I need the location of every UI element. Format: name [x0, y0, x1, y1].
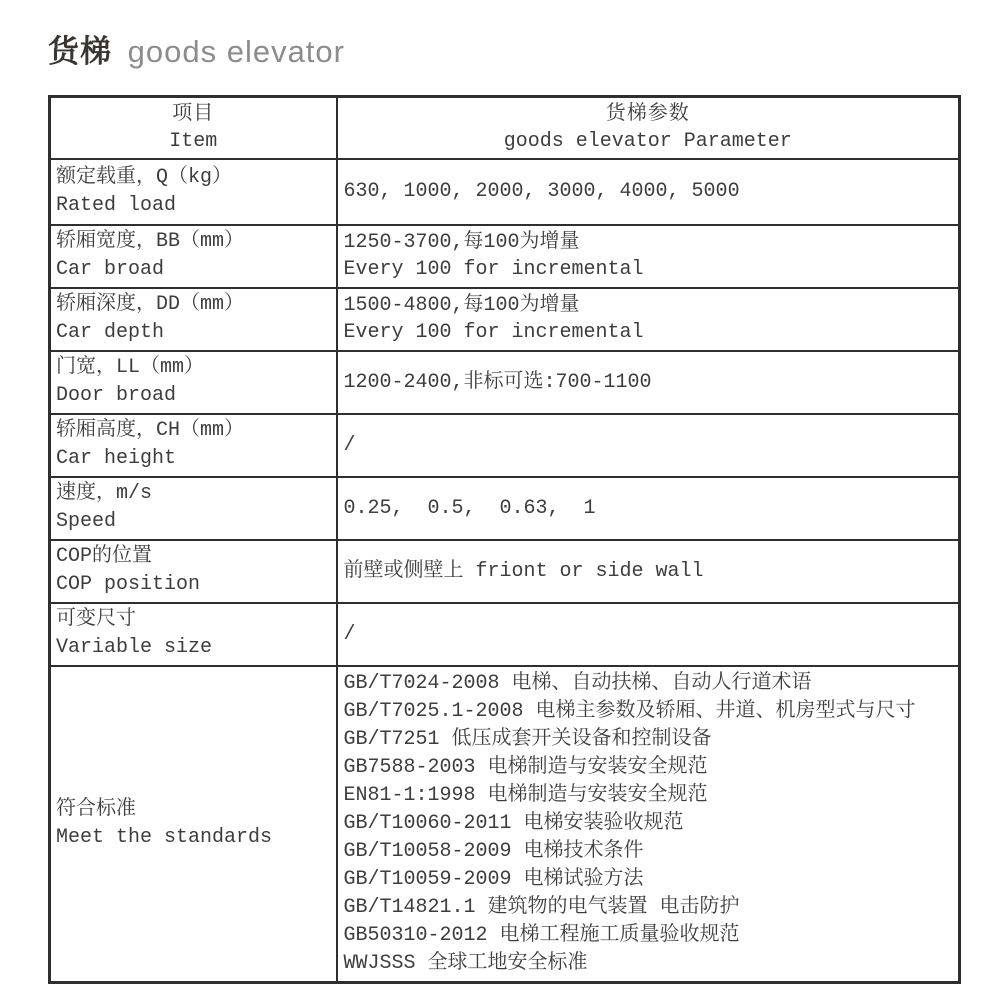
- value-line: 前壁或侧壁上 friont or side wall: [343, 559, 704, 583]
- value-cell: [337, 477, 960, 540]
- standard-line: GB/T10058-2009 电梯技术条件: [343, 839, 644, 863]
- item-label-zh: 额定载重，Q（kg）: [56, 165, 233, 189]
- item-cell: [50, 477, 337, 540]
- page-title-en: goods elevator: [127, 34, 345, 69]
- header-param-zh: 货梯参数: [605, 102, 690, 126]
- item-label-zh: 轿厢深度，DD（mm）: [56, 293, 245, 316]
- value-cell: [337, 351, 960, 414]
- table-row-door-broad: [50, 351, 960, 414]
- value-cell: [337, 603, 960, 666]
- standard-line: GB/T7251 低压成套开关设备和控制设备: [343, 727, 712, 751]
- header-item-zh: 项目: [172, 102, 215, 126]
- value-cell-standards: [337, 666, 960, 983]
- item-label-en: Meet the standards: [56, 825, 273, 849]
- item-label-en: Variable size: [56, 636, 213, 659]
- item-cell: [50, 288, 337, 351]
- header-item-en: Item: [169, 129, 218, 153]
- standard-line: GB/T10060-2011 电梯安装验收规范: [343, 811, 684, 835]
- item-label-en: Speed: [56, 510, 117, 533]
- item-label-zh: 轿厢宽度，BB（mm）: [56, 230, 245, 253]
- standard-line: GB7588-2003 电梯制造与安装安全规范: [343, 755, 708, 779]
- item-label-zh: 可变尺寸: [56, 608, 136, 631]
- table-row-car-depth: [50, 288, 960, 351]
- item-label-en: Car depth: [56, 321, 165, 344]
- table-row-car-height: [50, 414, 960, 477]
- value-cell: [337, 159, 960, 225]
- standard-line: WWJSSS 全球工地安全标准: [343, 951, 588, 975]
- value-line: /: [343, 622, 356, 646]
- item-cell: [50, 414, 337, 477]
- value-line: 1200-2400,非标可选:700-1100: [343, 370, 652, 394]
- value-line: /: [343, 433, 356, 457]
- value-line: Every 100 for incremental: [343, 321, 644, 344]
- value-cell: [337, 225, 960, 288]
- value-cell: [337, 540, 960, 603]
- item-cell: [50, 540, 337, 603]
- item-label-en: Car broad: [56, 258, 165, 281]
- item-label-zh: COP的位置: [56, 545, 153, 568]
- standard-line: GB/T10059-2009 电梯试验方法: [343, 867, 644, 891]
- spec-table: [48, 95, 961, 984]
- item-label-zh: 门宽，LL（mm）: [56, 356, 205, 379]
- header-cell-parameter: [337, 97, 960, 159]
- value-line: 1500-4800,每100为增量: [343, 294, 580, 317]
- table-row-rated-load: [50, 159, 960, 225]
- standard-line: GB50310-2012 电梯工程施工质量验收规范: [343, 923, 740, 947]
- value-line: 630, 1000, 2000, 3000, 4000, 5000: [343, 180, 740, 203]
- standard-line: GB/T7024-2008 电梯、自动扶梯、自动人行道术语: [343, 671, 812, 695]
- table-row-standards: [50, 666, 960, 983]
- standard-line: EN81-1:1998 电梯制造与安装安全规范: [343, 783, 708, 807]
- table-row-speed: [50, 477, 960, 540]
- value-line: 0.25, 0.5, 0.63, 1: [343, 496, 596, 520]
- item-label-en: COP position: [56, 573, 201, 596]
- table-row-car-broad: [50, 225, 960, 288]
- item-label-zh: 符合标准: [56, 797, 136, 821]
- item-cell: [50, 351, 337, 414]
- value-cell: [337, 414, 960, 477]
- header-cell-item: [50, 97, 337, 159]
- item-cell: [50, 603, 337, 666]
- header-param-en: goods elevator Parameter: [503, 129, 792, 153]
- item-label-en: Rated load: [56, 193, 177, 217]
- item-cell: [50, 159, 337, 225]
- item-label-zh: 速度，m/s: [56, 482, 153, 505]
- page-title: [48, 26, 958, 71]
- value-line: 1250-3700,每100为增量: [343, 231, 580, 254]
- value-cell: [337, 288, 960, 351]
- item-cell: [50, 225, 337, 288]
- item-label-zh: 轿厢高度，CH（mm）: [56, 419, 245, 442]
- item-label-en: Door broad: [56, 384, 177, 407]
- item-label-en: Car height: [56, 447, 177, 470]
- page-title-zh: 货梯: [48, 34, 112, 69]
- table-row-cop-position: [50, 540, 960, 603]
- value-line: Every 100 for incremental: [343, 258, 644, 281]
- standard-line: GB/T14821.1 建筑物的电气装置 电击防护: [343, 895, 740, 919]
- table-header-row: [50, 97, 960, 159]
- standard-line: GB/T7025.1-2008 电梯主参数及轿厢、井道、机房型式与尺寸: [343, 699, 916, 723]
- item-cell: [50, 666, 337, 983]
- table-row-variable-size: [50, 603, 960, 666]
